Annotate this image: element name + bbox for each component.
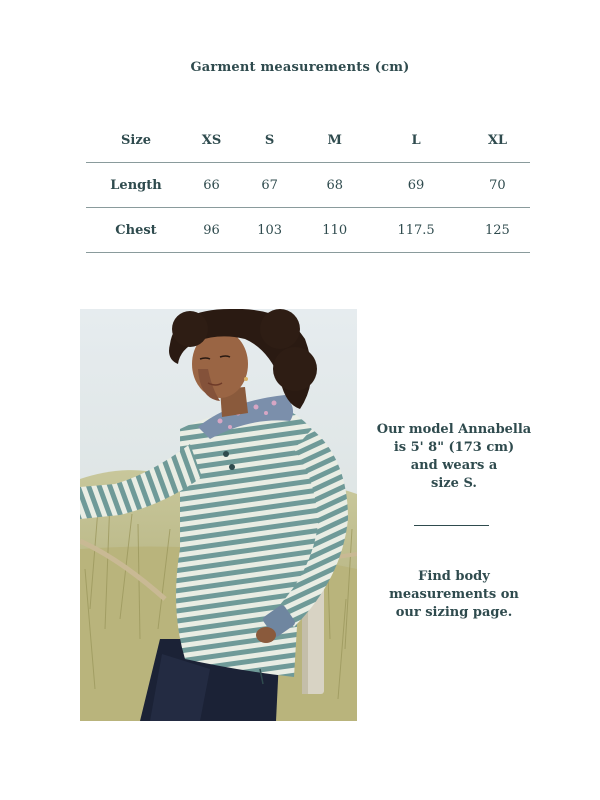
column-header: XS	[186, 118, 237, 163]
table-header-row	[86, 118, 530, 163]
table-cell: 68	[302, 163, 367, 208]
sizing-note-line: Find body	[418, 569, 490, 584]
table-cell: 117.5	[367, 208, 465, 253]
column-header: Size	[86, 118, 186, 163]
model-info	[366, 421, 542, 493]
table-row	[86, 208, 530, 253]
model-info-line: size S.	[431, 476, 477, 491]
row-label: Chest	[86, 208, 186, 253]
row-label: Length	[86, 163, 186, 208]
table-cell: 69	[367, 163, 465, 208]
table-cell: 125	[465, 208, 530, 253]
table-cell: 103	[237, 208, 302, 253]
column-header: S	[237, 118, 302, 163]
table-cell: 96	[186, 208, 237, 253]
sizing-page-note	[366, 568, 542, 622]
table-cell: 70	[465, 163, 530, 208]
table-cell: 110	[302, 208, 367, 253]
sizing-note-line: measurements on	[389, 587, 519, 602]
table-cell: 66	[186, 163, 237, 208]
model-info-line: Our model Annabella	[376, 422, 532, 437]
divider	[414, 525, 489, 526]
measurements-table	[86, 118, 530, 253]
table-cell: 67	[237, 163, 302, 208]
column-header: L	[367, 118, 465, 163]
column-header: M	[302, 118, 367, 163]
model-photo	[80, 309, 357, 721]
page-title: Garment measurements (cm)	[190, 60, 410, 75]
sizing-note-line: our sizing page.	[395, 605, 513, 620]
table-row	[86, 163, 530, 208]
column-header: XL	[465, 118, 530, 163]
model-info-line: and wears a	[410, 458, 498, 473]
model-info-line: is 5' 8" (173 cm)	[393, 440, 515, 455]
